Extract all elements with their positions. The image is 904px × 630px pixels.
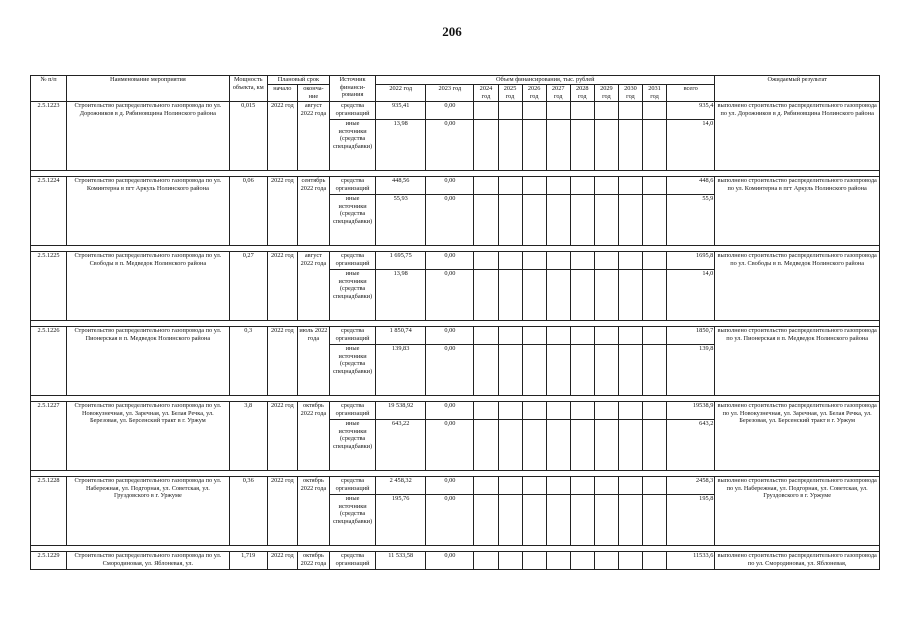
header-year-2030: 2030 год bbox=[618, 85, 642, 102]
row-start: 2022 год bbox=[267, 552, 297, 570]
row-src2-2023: 0,00 bbox=[426, 495, 474, 546]
row-src2-2022: 195,76 bbox=[376, 495, 426, 546]
row-src2-total: 55,9 bbox=[667, 195, 715, 246]
row-num: 2.5.1223 bbox=[31, 102, 67, 171]
row-source-1: средства организаций bbox=[329, 552, 375, 570]
funding-table bbox=[30, 75, 880, 570]
header-name: Наименование мероприятия bbox=[67, 76, 230, 102]
row-start: 2022 год bbox=[267, 477, 297, 546]
row-src1-total: 1850,7 bbox=[667, 327, 715, 345]
header-year-2026: 2026 год bbox=[522, 85, 546, 102]
header-start: начало bbox=[267, 85, 297, 102]
row-name: Строительство распределительного газопровода по ул. Набережная, ул. Подгорная, ул. Советская, ул. Груздовского в г. Уржуме bbox=[67, 477, 230, 546]
row-src2-2023: 0,00 bbox=[426, 195, 474, 246]
row-src1-2022: 1 850,74 bbox=[376, 327, 426, 345]
row-result: выполнено строительство распределительного газопровода по ул. Пионерская в п. Медведок Нолинского района bbox=[715, 327, 880, 396]
row-result: выполнено строительство распределительного газопровода по ул. Новокузнечная, ул. Заречная, ул. Белая Речка, ул. Березовая, ул. Берсенский тракт в г. Уржум bbox=[715, 402, 880, 471]
row-name: Строительство распределительного газопровода по ул. Новокузнечная, ул. Заречная, ул. Белая Речка, ул. Березовая, ул. Берсенский тракт в г. Уржум bbox=[67, 402, 230, 471]
row-capacity: 0,3 bbox=[229, 327, 267, 396]
row-src1-2022: 448,56 bbox=[376, 177, 426, 195]
row-src2-total: 14,0 bbox=[667, 120, 715, 171]
row-end: сентябрь 2022 года bbox=[297, 177, 329, 246]
row-start: 2022 год bbox=[267, 252, 297, 321]
row-source-1: средства организаций bbox=[329, 252, 375, 270]
row-src2-total: 195,8 bbox=[667, 495, 715, 546]
header-source: Источник финанси-рования bbox=[329, 76, 375, 102]
row-num: 2.5.1227 bbox=[31, 402, 67, 471]
row-end: август 2022 года bbox=[297, 102, 329, 171]
row-end: октябрь 2022 года bbox=[297, 402, 329, 471]
header-year-2023: 2023 год bbox=[426, 85, 474, 102]
row-src1-2022: 19 538,92 bbox=[376, 402, 426, 420]
row-src1-2023: 0,00 bbox=[426, 477, 474, 495]
row-name: Строительство распределительного газопровода по ул. Свободы в п. Медведок Нолинского района bbox=[67, 252, 230, 321]
table-row bbox=[31, 177, 880, 195]
row-num: 2.5.1229 bbox=[31, 552, 67, 570]
row-src1-2022: 935,41 bbox=[376, 102, 426, 120]
header-funding: Объем финансирования, тыс. рублей bbox=[376, 76, 715, 85]
row-src1-2022: 1 695,75 bbox=[376, 252, 426, 270]
header-result: Ожидаемый результат bbox=[715, 76, 880, 102]
row-start: 2022 год bbox=[267, 102, 297, 171]
row-src2-2022: 55,93 bbox=[376, 195, 426, 246]
row-name: Строительство распределительного газопровода по ул. Коминтерна в пгт Аркуль Нолинского района bbox=[67, 177, 230, 246]
header-year-2031: 2031 год bbox=[642, 85, 666, 102]
row-source-2: иные источники (средства спецнадбавки) bbox=[329, 195, 375, 246]
row-src2-2022: 139,83 bbox=[376, 345, 426, 396]
row-capacity: 0,015 bbox=[229, 102, 267, 171]
header-year-2024: 2024 год bbox=[474, 85, 498, 102]
row-src1-2023: 0,00 bbox=[426, 327, 474, 345]
row-end: октябрь 2022 года bbox=[297, 477, 329, 546]
header-year-2025: 2025 год bbox=[498, 85, 522, 102]
row-src2-2023: 0,00 bbox=[426, 120, 474, 171]
row-source-2: иные источники (средства спецнадбавки) bbox=[329, 345, 375, 396]
header-plan: Плановый срок bbox=[267, 76, 329, 85]
row-src1-total: 448,6 bbox=[667, 177, 715, 195]
row-end: август 2022 года bbox=[297, 252, 329, 321]
row-start: 2022 год bbox=[267, 402, 297, 471]
row-source-2: иные источники (средства спецнадбавки) bbox=[329, 270, 375, 321]
row-num: 2.5.1226 bbox=[31, 327, 67, 396]
row-capacity: 0,27 bbox=[229, 252, 267, 321]
row-source-1: средства организаций bbox=[329, 177, 375, 195]
row-num: 2.5.1228 bbox=[31, 477, 67, 546]
row-src1-2023: 0,00 bbox=[426, 102, 474, 120]
row-src1-2023: 0,00 bbox=[426, 177, 474, 195]
row-src2-2022: 13,98 bbox=[376, 120, 426, 171]
row-src2-2022: 13,98 bbox=[376, 270, 426, 321]
row-capacity: 3,8 bbox=[229, 402, 267, 471]
row-src1-total: 19538,9 bbox=[667, 402, 715, 420]
row-src1-total: 935,4 bbox=[667, 102, 715, 120]
table-row bbox=[31, 477, 880, 495]
row-src1-2023: 0,00 bbox=[426, 252, 474, 270]
row-result: выполнено строительство распределительного газопровода по ул. Смородиновая, ул. Яблоневая, bbox=[715, 552, 880, 570]
row-capacity: 0,36 bbox=[229, 477, 267, 546]
row-src1-total: 11533,6 bbox=[667, 552, 715, 570]
row-result: выполнено строительство распределительного газопровода по ул. Дорожников в д. Рябиновщина Нолинского района bbox=[715, 102, 880, 171]
row-src1-2022: 2 458,32 bbox=[376, 477, 426, 495]
table-row bbox=[31, 552, 880, 570]
header-total: всего bbox=[667, 85, 715, 102]
table-body bbox=[31, 102, 880, 570]
row-source-1: средства организаций bbox=[329, 402, 375, 420]
row-src2-total: 643,2 bbox=[667, 420, 715, 471]
row-end: октябрь 2022 года bbox=[297, 552, 329, 570]
row-src1-2022: 11 533,58 bbox=[376, 552, 426, 570]
row-name: Строительство распределительного газопровода по ул. Пионерская в п. Медведок Нолинского района bbox=[67, 327, 230, 396]
row-source-2: иные источники (средства спецнадбавки) bbox=[329, 420, 375, 471]
header-num: № п/п bbox=[31, 76, 67, 102]
row-source-1: средства организаций bbox=[329, 477, 375, 495]
row-src1-2023: 0,00 bbox=[426, 402, 474, 420]
row-num: 2.5.1224 bbox=[31, 177, 67, 246]
table-row bbox=[31, 402, 880, 420]
row-src1-total: 2458,3 bbox=[667, 477, 715, 495]
row-result: выполнено строительство распределительного газопровода по ул. Набережная, ул. Подгорная, ул. Советская, ул. Груздовского в г. Уржуме bbox=[715, 477, 880, 546]
row-src2-2023: 0,00 bbox=[426, 345, 474, 396]
row-end: июль 2022 года bbox=[297, 327, 329, 396]
header-year-2027: 2027 год bbox=[546, 85, 570, 102]
table-row bbox=[31, 102, 880, 120]
row-start: 2022 год bbox=[267, 327, 297, 396]
row-src2-total: 139,8 bbox=[667, 345, 715, 396]
row-source-1: средства организаций bbox=[329, 327, 375, 345]
row-source-2: иные источники (средства спецнадбавки) bbox=[329, 495, 375, 546]
page-number: 206 bbox=[442, 24, 462, 39]
row-capacity: 1,719 bbox=[229, 552, 267, 570]
row-result: выполнено строительство распределительного газопровода по ул. Свободы в п. Медведок Нолинского района bbox=[715, 252, 880, 321]
row-source-2: иные источники (средства спецнадбавки) bbox=[329, 120, 375, 171]
row-result: выполнено строительство распределительного газопровода по ул. Коминтерна в пгт Аркуль Нолинского района bbox=[715, 177, 880, 246]
row-source-1: средства организаций bbox=[329, 102, 375, 120]
row-name: Строительство распределительного газопровода по ул. Дорожников в д. Рябиновщина Нолинского района bbox=[67, 102, 230, 171]
row-src2-total: 14,0 bbox=[667, 270, 715, 321]
header-year-2022: 2022 год bbox=[376, 85, 426, 102]
row-name: Строительство распределительного газопровода по ул. Смородиновая, ул. Яблоневая, ул. bbox=[67, 552, 230, 570]
row-src2-2023: 0,00 bbox=[426, 420, 474, 471]
row-src2-2023: 0,00 bbox=[426, 270, 474, 321]
header-end: оконча-ние bbox=[297, 85, 329, 102]
header-capacity: Мощность объекта, км bbox=[229, 76, 267, 102]
table-row bbox=[31, 327, 880, 345]
header-year-2029: 2029 год bbox=[594, 85, 618, 102]
row-start: 2022 год bbox=[267, 177, 297, 246]
row-capacity: 0,06 bbox=[229, 177, 267, 246]
row-src1-2023: 0,00 bbox=[426, 552, 474, 570]
row-num: 2.5.1225 bbox=[31, 252, 67, 321]
table-row bbox=[31, 252, 880, 270]
row-src1-total: 1695,8 bbox=[667, 252, 715, 270]
row-src2-2022: 643,22 bbox=[376, 420, 426, 471]
header-year-2028: 2028 год bbox=[570, 85, 594, 102]
